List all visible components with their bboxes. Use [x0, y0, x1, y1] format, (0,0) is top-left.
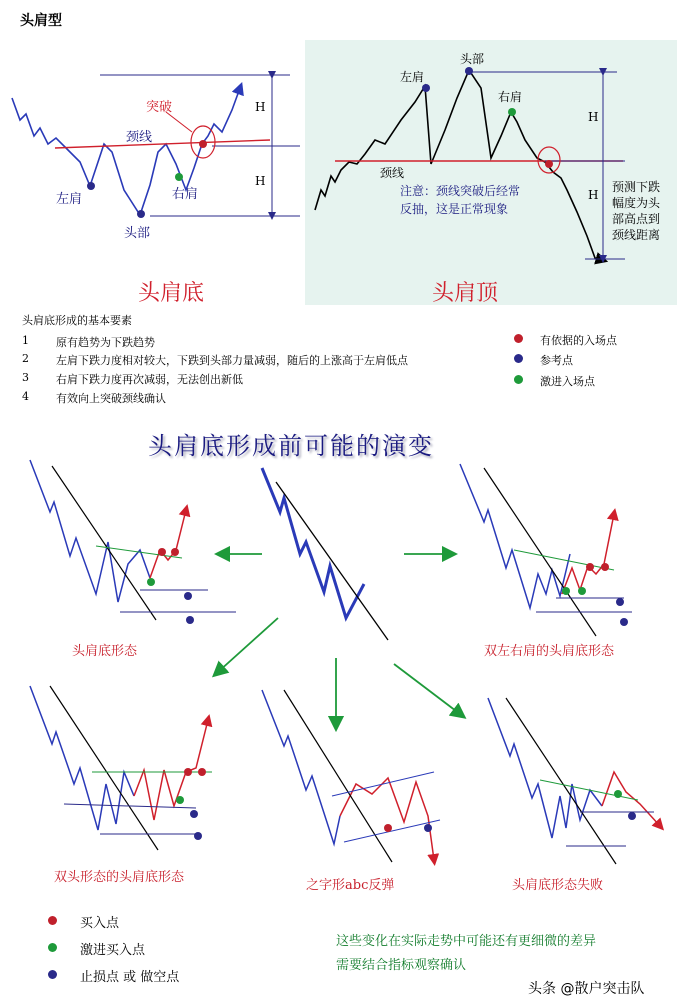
- head-label: 头部: [124, 226, 151, 241]
- measure-line-2: 幅度为头: [612, 196, 661, 210]
- right-shoulder-label: 右肩: [498, 90, 523, 104]
- measure-line-4: 颈线距离: [612, 228, 661, 242]
- legend-label: 有依据的入场点: [540, 334, 617, 347]
- legend-dot-blue: [48, 970, 57, 979]
- caption-hs-top: 头肩顶: [432, 281, 499, 306]
- note-line-1: 这些变化在实际走势中可能还有更细微的差异: [336, 934, 597, 949]
- head-shoulders-top-diagram: [305, 40, 677, 305]
- head-label: 头部: [460, 52, 485, 66]
- caption-variant-5: 头肩底形态失败: [512, 878, 604, 893]
- variant-failure: [488, 698, 660, 864]
- caption-variant-1: 头肩底形态: [72, 644, 138, 659]
- measure-line-1: 预测下跌: [612, 180, 661, 194]
- req-num: 3: [22, 371, 29, 384]
- left-shoulder-label: 左肩: [400, 70, 425, 84]
- legend-dot-red: [514, 334, 523, 343]
- h-label-lower: H: [588, 188, 599, 202]
- evolution-heading: 头肩底形成前可能的演变: [148, 432, 434, 460]
- caption-variant-4: 之字形abc反弹: [306, 878, 395, 893]
- evolution-diagram: [0, 450, 685, 870]
- breakout-label: 突破: [146, 100, 173, 115]
- legend-dot-red: [48, 916, 57, 925]
- h-label-lower: H: [255, 174, 266, 188]
- legend-label: 止损点 或 做空点: [80, 970, 180, 985]
- req-text: 有效向上突破颈线确认: [56, 392, 166, 405]
- legend-label: 参考点: [540, 354, 573, 367]
- neckline-label: 颈线: [380, 166, 405, 180]
- legend-label: 激进买入点: [80, 943, 146, 958]
- caption-variant-3: 双头形态的头肩底形态: [54, 870, 185, 885]
- note-line-1: 注意：颈线突破后经常: [400, 184, 521, 198]
- variant-double-shoulders: [460, 464, 632, 636]
- legend-label: 激进入场点: [540, 375, 595, 388]
- page-title: 头肩型: [20, 13, 62, 29]
- h-label-upper: H: [255, 100, 266, 114]
- requirements-title: 头肩底形成的基本要素: [22, 314, 132, 327]
- caption-variant-2: 双左右肩的头肩底形态: [484, 644, 615, 659]
- watermark: 头条 @散户突击队: [528, 981, 645, 997]
- source-pattern: [262, 468, 388, 640]
- legend-label: 买入点: [80, 916, 120, 931]
- legend-dot-green: [514, 375, 523, 384]
- price-line: [12, 88, 240, 215]
- legend-dot-green: [48, 943, 57, 952]
- note-line-2: 需要结合指标观察确认: [336, 958, 467, 973]
- caption-hs-bottom: 头肩底: [138, 281, 205, 306]
- req-num: 1: [22, 334, 29, 347]
- measure-line-3: 部高点到: [612, 212, 661, 226]
- req-num: 2: [22, 352, 29, 365]
- variant-double-top-hs: [30, 686, 212, 850]
- req-text: 右肩下跌力度再次减弱，无法创出新低: [56, 373, 243, 386]
- arrow-to-v5: [394, 664, 460, 714]
- neckline-label: 颈线: [126, 130, 153, 145]
- arrow-to-v3: [218, 618, 278, 672]
- req-text: 原有趋势为下跌趋势: [56, 336, 155, 349]
- head-shoulders-bottom-diagram: [0, 40, 305, 305]
- left-shoulder-label: 左肩: [56, 192, 83, 207]
- variant-zigzag-abc: [262, 690, 440, 862]
- note-line-2: 反抽，这是正常现象: [400, 202, 509, 216]
- right-shoulder-label: 右肩: [172, 187, 199, 202]
- h-label-upper: H: [588, 110, 599, 124]
- variant-hs-bottom: [30, 460, 236, 624]
- req-text: 左肩下跌力度相对较大，下跌到头部力量减弱，随后的上涨高于左肩低点: [56, 354, 408, 367]
- req-num: 4: [22, 390, 29, 403]
- legend-dot-blue: [514, 354, 523, 363]
